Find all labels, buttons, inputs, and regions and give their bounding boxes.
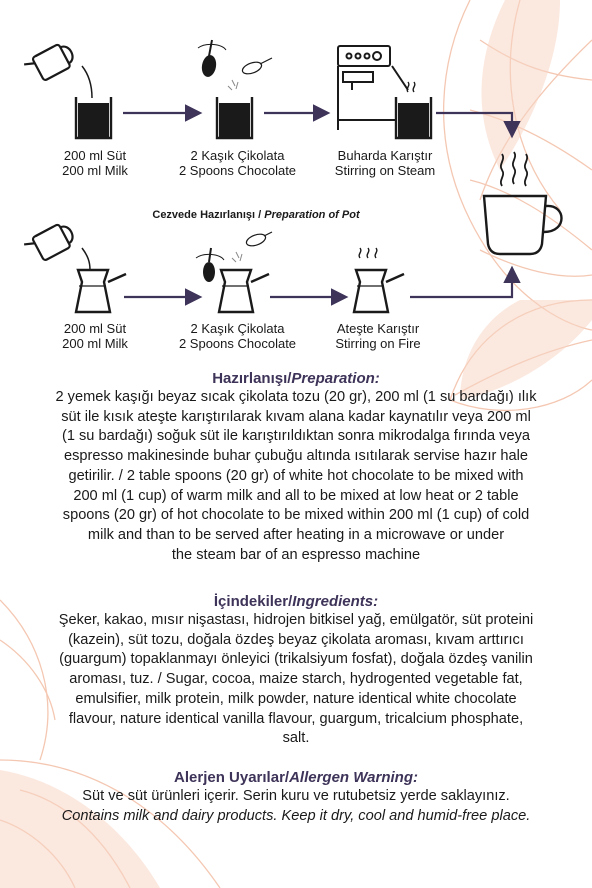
- ingredients-section: [6, 592, 586, 749]
- kettle-pour-icon: [23, 40, 77, 85]
- spoon-cocoa-icon: [198, 40, 272, 90]
- preparation-text: 2 yemek kaşığı beyaz sıcak çikolata tozu (20 gr), 200 ml (1 su bardağı) ılık süt ile kısık ateşte karıştırılarak kıvam alana kadar kaynatılır veya 200 ml (1 su bardağı) soğuk süt ile karıştırıldıktan sonra mikrodalga fırında veya espresso makinesinde buhar çubuğu altında ısıtılarak servise hazır hale getirilir. / 2 table spoons (20 gr) of white hot chocolate to be mixed with 200 ml (1 cup) of warm milk and all to be mixed at low heat or 2 table spoons (20 gr) of hot chocolate to be mixed within 200 ml (1 cup) of cold milk and than to be served after heating in a microwave or under the steam bar of an espresso machine: [55, 389, 537, 563]
- allergen-text-en: Contains milk and dairy products. Keep it dry, cool and humid-free place.: [61, 807, 531, 824]
- allergen-heading: Alerjen Uyarılar/Allergen Warning:: [174, 769, 418, 786]
- step-label-milk: 200 ml Süt 200 ml Milk: [62, 321, 128, 351]
- step-label-fire: Ateşte Karıştır Stirring on Fire: [335, 321, 421, 351]
- step-label-chocolate: 2 Kaşık Çikolata 2 Spoons Chocolate: [178, 148, 297, 178]
- kettle-pour-icon: [23, 220, 77, 265]
- spoon-cocoa-icon: [196, 232, 272, 282]
- espresso-machine-icon: [338, 46, 408, 130]
- pot-icon: [76, 270, 126, 312]
- fire-pot-icon: [354, 248, 404, 312]
- steaming-cup-icon: [396, 82, 431, 138]
- step-label-chocolate: 2 Kaşık Çikolata 2 Spoons Chocolate: [178, 321, 297, 351]
- ingredients-text: Şeker, kakao, mısır nişastası, hidrojen bitkisel yağ, emülgatör, süt proteini (kazein), süt tozu, doğala özdeş beyaz çikolata aroması, kıvam arttırıcı (guargum) topaklanmayı önleyici (trikalsiyum fosfat), doğala özdeş vanilin aroması, tuz. / Sugar, cocoa, maize starch, hydrogented vegetable fat, emulsifier, milk protein, milk powder, nature identical white chocolate flavour, nature identical vanilla flavour, guargum, tricalcium phosphate, salt.: [58, 612, 534, 747]
- preparation-section: [6, 369, 586, 565]
- allergen-section: [6, 768, 586, 826]
- preparation-heading: Hazırlanışı/Preparation:: [212, 370, 380, 387]
- pot-icon: [219, 270, 269, 312]
- step-label-milk: 200 ml Süt 200 ml Milk: [62, 148, 128, 178]
- steaming-cup-icon: [484, 152, 562, 254]
- ingredients-heading: İçindekiler/Ingredients:: [213, 593, 379, 610]
- cup-milk-icon: [217, 97, 252, 138]
- arrow: [436, 113, 512, 134]
- step-label-steam: Buharda Karıştır Stirring on Steam: [334, 148, 436, 178]
- pour-stream: [82, 248, 90, 270]
- arrow: [410, 270, 512, 297]
- pot-preparation-title: Cezvede Hazırlanışı / Preparation of Pot: [152, 209, 360, 221]
- allergen-text-tr: Süt ve süt ürünleri içerir. Serin kuru ve rutubetsiz yerde saklayınız.: [82, 788, 510, 804]
- cup-milk-icon: [76, 97, 111, 138]
- pour-stream: [82, 66, 92, 98]
